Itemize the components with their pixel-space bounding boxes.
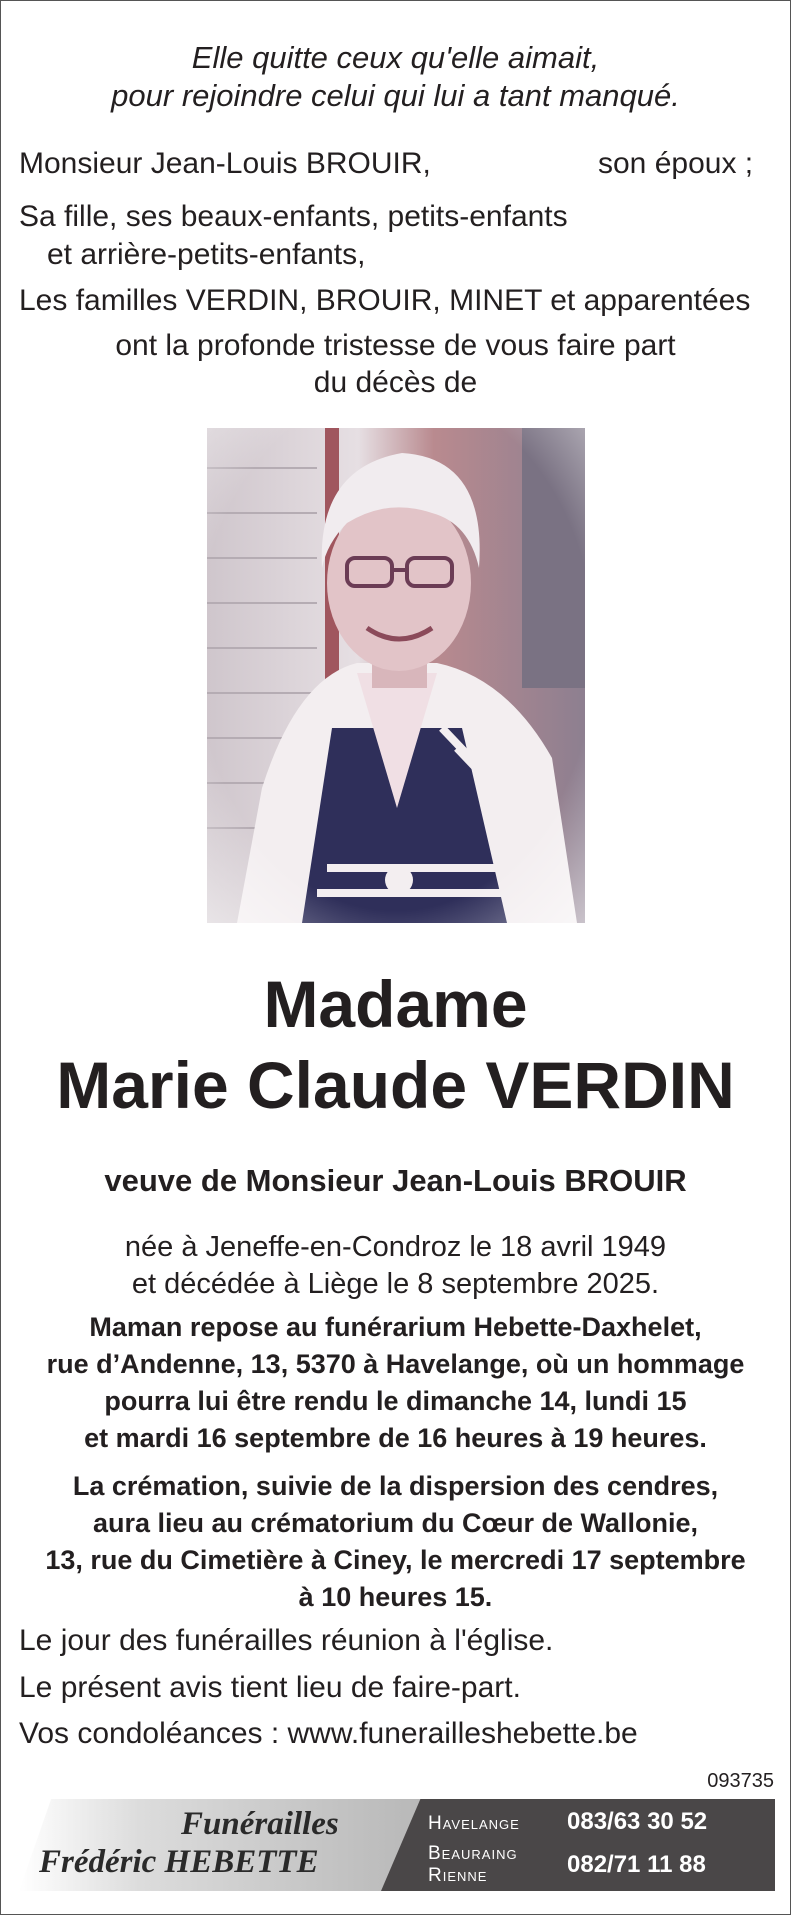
company-line-2: Frédéric HEBETTE: [39, 1844, 319, 1880]
city-rienne: Rienne: [428, 1865, 488, 1886]
cremation-line-1: La crémation, suivie de la dispersion des cendres,: [72, 1471, 719, 1501]
families-line: Les familles VERDIN, BROUIR, MINET et apparentées: [19, 284, 751, 317]
reference-number: 093735: [707, 1770, 774, 1792]
funerarium-line-1: Maman repose au funérarium Hebette-Daxhelet,: [89, 1312, 702, 1342]
portrait-illustration: [207, 428, 585, 923]
funerarium-line-4: et mardi 16 septembre de 16 heures à 19 heures.: [84, 1423, 707, 1453]
notes-line-3: Vos condoléances : www.funerailleshebette.be: [19, 1717, 638, 1750]
death-line: et décédée à Liège le 8 septembre 2025.: [131, 1268, 660, 1300]
quote-line-1: Elle quitte ceux qu'elle aimait,: [191, 40, 600, 75]
deceased-title: Madame: [263, 967, 528, 1041]
notes-line-1: Le jour des funérailles réunion à l'église.: [19, 1624, 554, 1657]
phone-havelange: 083/63 30 52: [567, 1808, 708, 1835]
announce-line-2: du décès de: [313, 366, 478, 399]
cremation-line-4: à 10 heures 15.: [298, 1582, 493, 1612]
city-havelange: Havelange: [428, 1813, 520, 1834]
children-line-1: Sa fille, ses beaux-enfants, petits-enfants: [19, 200, 568, 233]
funerarium-line-3: pourra lui être rendu le dimanche 14, lundi 15: [104, 1386, 687, 1416]
quote-line-2: pour rejoindre celui qui lui a tant manqué.: [111, 78, 680, 113]
company-line-1: Funérailles: [181, 1806, 339, 1842]
deceased-name: Marie Claude VERDIN: [56, 1048, 735, 1122]
phone-beauraing: 082/71 11 88: [567, 1851, 706, 1878]
cremation-line-3: 13, rue du Cimetière à Ciney, le mercredi 17 septembre: [45, 1545, 746, 1575]
husband-role: son époux ;: [598, 147, 754, 180]
announce-line-1: ont la profonde tristesse de vous faire part: [115, 329, 676, 362]
portrait-photo: [207, 428, 585, 923]
cremation-line-2: aura lieu au crématorium du Cœur de Wallonie,: [92, 1508, 699, 1538]
widow-of: veuve de Monsieur Jean-Louis BROUIR: [104, 1163, 687, 1198]
notes-line-2: Le présent avis tient lieu de faire-part.: [19, 1671, 521, 1704]
husband-name: Monsieur Jean-Louis BROUIR,: [19, 147, 431, 180]
city-beauraing: Beauraing: [428, 1843, 518, 1864]
birth-line: née à Jeneffe-en-Condroz le 18 avril 1949: [124, 1231, 667, 1263]
children-line-2: et arrière-petits-enfants,: [47, 238, 366, 271]
funerarium-line-2: rue d’Andenne, 13, 5370 à Havelange, où un hommage: [46, 1349, 745, 1379]
